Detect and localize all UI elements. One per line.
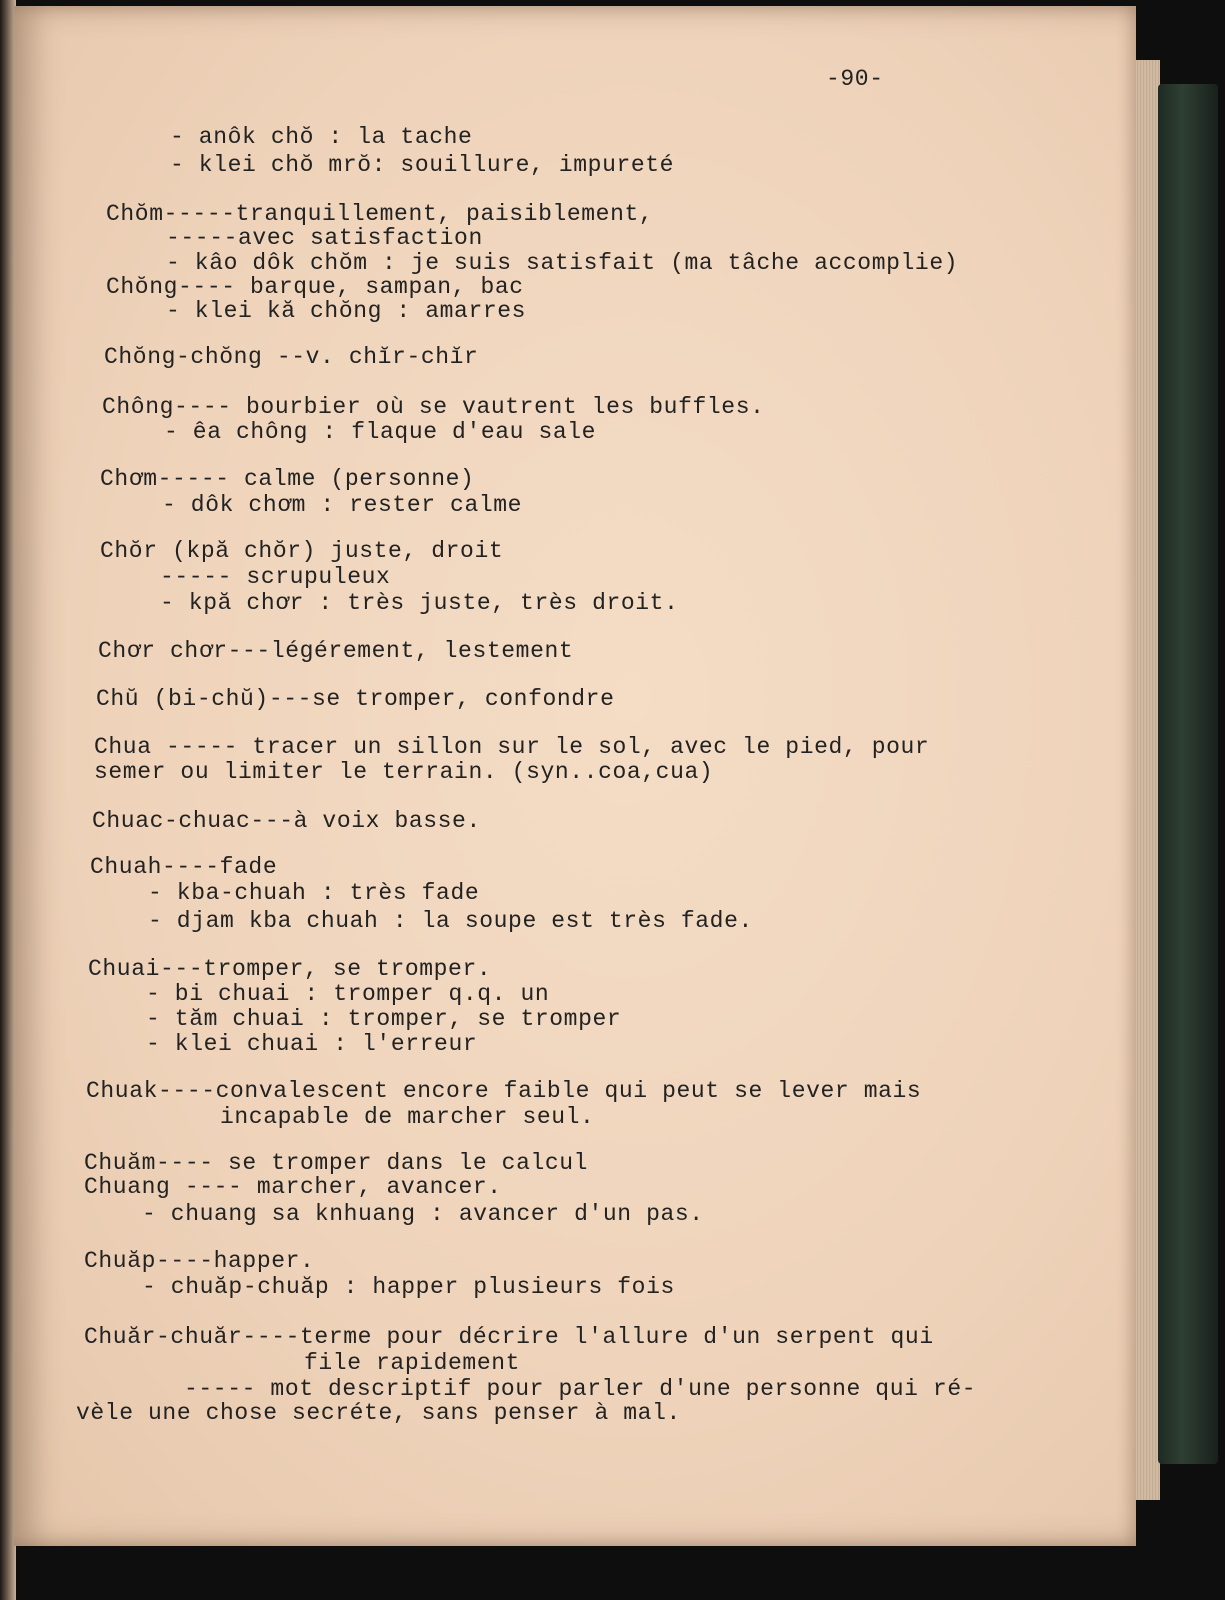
book-page [14, 6, 1136, 1546]
entry-headword: Chuak----convalescent encore faible qui peut se lever mais [86, 1078, 922, 1104]
entry-headword: Chơm----- calme (personne) [100, 466, 475, 492]
entry-headword: Chuang ---- marcher, avancer. [84, 1174, 502, 1200]
text-line: - chuang sa knhuang : avancer d'un pas. [142, 1201, 704, 1227]
text-line: - klei chuai : l'erreur [146, 1031, 478, 1057]
text-line: ----- mot descriptif pour parler d'une personne qui ré- [184, 1376, 977, 1402]
entry-headword: Chuai---tromper, se tromper. [88, 956, 492, 982]
text-line: - klei kă chŏng : amarres [166, 298, 527, 324]
entry-headword: Chŏng-chŏng --v. chĭr-chĭr [104, 344, 479, 370]
text-line: - anôk chŏ : la tache [170, 124, 473, 150]
text-line: - kpă chơr : très juste, très droit. [160, 590, 679, 616]
entry-headword: Chuac-chuac---à voix basse. [92, 808, 481, 834]
text-line: - tăm chuai : tromper, se tromper [146, 1006, 622, 1032]
entry-headword: Chua ----- tracer un sillon sur le sol, avec le pied, pour [94, 734, 930, 760]
text-line: ----- scrupuleux [160, 564, 391, 590]
text-line: -----avec satisfaction [166, 225, 483, 251]
entry-headword: Chơr chơr---légérement, lestement [98, 638, 574, 664]
text-line: - kâo dôk chŏm : je suis satisfait (ma tâche accomplie) [166, 250, 959, 276]
text-line: file rapidement [304, 1350, 521, 1376]
entry-headword: Chŭ (bi-chŭ)---se tromper, confondre [96, 686, 615, 712]
page-edges [1136, 60, 1160, 1500]
entry-headword: Chŏm-----tranquillement, paisiblement, [106, 201, 654, 227]
entry-headword: Chŏng---- barque, sampan, bac [106, 274, 524, 300]
book-binding [1158, 84, 1218, 1464]
text-line: - êa chông : flaque d'eau sale [164, 419, 597, 445]
entry-headword: Chŏr (kpă chŏr) juste, droit [100, 538, 504, 564]
text-line: - djam kba chuah : la soupe est très fade. [148, 908, 753, 934]
text-line: incapable de marcher seul. [220, 1104, 595, 1130]
text-line: - klei chŏ mrŏ: souillure, impureté [170, 152, 675, 178]
entry-headword: Chuăp----happer. [84, 1248, 315, 1274]
text-line: semer ou limiter le terrain. (syn..coa,cua) [94, 759, 714, 785]
page-number: -90- [826, 66, 884, 92]
entry-headword: Chông---- bourbier où se vautrent les buffles. [102, 394, 765, 420]
text-line: - bi chuai : tromper q.q. un [146, 981, 550, 1007]
text-line: vèle une chose secréte, sans penser à mal. [76, 1400, 681, 1426]
entry-headword: Chuah----fade [90, 854, 278, 880]
text-line: - kba-chuah : très fade [148, 880, 480, 906]
text-line: - dôk chơm : rester calme [162, 492, 523, 518]
entry-headword: Chuăm---- se tromper dans le calcul [84, 1150, 589, 1176]
text-line: - chuăp-chuăp : happer plusieurs fois [142, 1274, 675, 1300]
entry-headword: Chuăr-chuăr----terme pour décrire l'allure d'un serpent qui [84, 1324, 934, 1350]
